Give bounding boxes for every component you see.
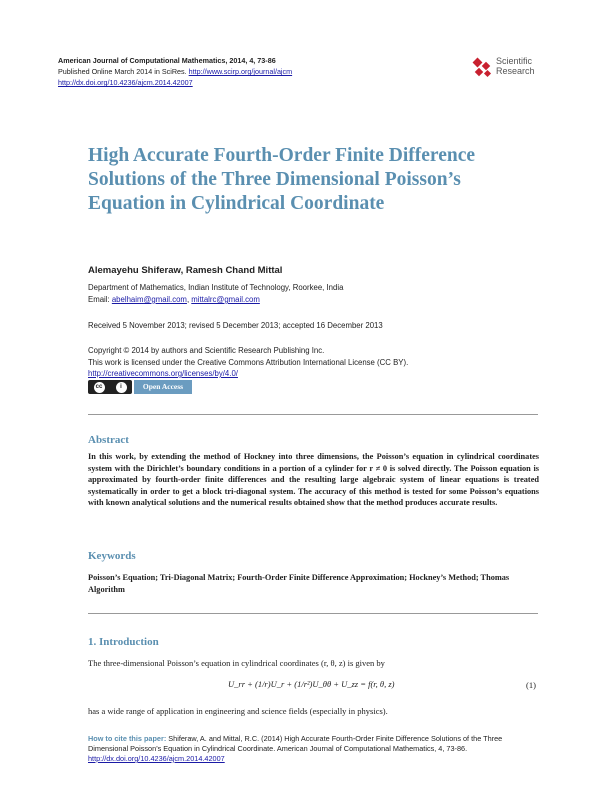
how-to-cite-label: How to cite this paper: bbox=[88, 734, 169, 743]
logo-line-2: Research bbox=[496, 66, 535, 76]
published-prefix: Published Online March 2014 in SciRes. bbox=[58, 67, 189, 76]
intro-line-1: The three-dimensional Poisson’s equation in cylindrical coordinates (r, θ, z) is given by bbox=[88, 658, 385, 668]
logo-line-1: Scientific bbox=[496, 56, 533, 66]
license-url-link[interactable]: http://creativecommons.org/licenses/by/4.0/ bbox=[88, 369, 238, 378]
email-link-2[interactable]: mittalrc@gmail.com bbox=[191, 295, 260, 304]
abstract-text: In this work, by extending the method of Hockney into three dimensions, the Poisson’s equation in cylindrical coordinates system with the Dirichlet’s boundary conditions in a portion of a cylinder for r ≠ 0 is solved directly. The Poisson equation is approximated by fourth-order finite differences and the resulting large algebraic system of linear equations is treated systematically in order to get a block tri-diagonal system. The accuracy of this method is tested for some Poisson’s equations with known analytical solutions and the numerical results obtained show that the method produces accurate results. bbox=[88, 452, 539, 508]
keywords-text: Poisson’s Equation; Tri-Diagonal Matrix; Fourth-Order Finite Difference Approximation; Hockney’s Method; Thomas Algorithm bbox=[88, 573, 510, 594]
by-badge-symbol: i bbox=[116, 382, 127, 393]
open-access-badge[interactable]: Open Access bbox=[134, 380, 192, 394]
received-dates: Received 5 November 2013; revised 5 December 2013; accepted 16 December 2013 bbox=[88, 321, 383, 330]
abstract-heading: Abstract bbox=[88, 434, 129, 446]
email-line bbox=[88, 294, 260, 305]
equation-1: U_rr + (1/r)U_r + (1/r²)U_θθ + U_zz = f(r, θ, z) bbox=[228, 679, 395, 689]
scientific-research-logo[interactable] bbox=[472, 54, 572, 84]
email-prefix: Email: bbox=[88, 295, 112, 304]
divider-top bbox=[88, 414, 538, 415]
published-online-line bbox=[58, 67, 292, 77]
introduction-heading: 1. Introduction bbox=[88, 636, 159, 648]
copyright-line: Copyright © 2014 by authors and Scientific Research Publishing Inc. bbox=[88, 346, 325, 355]
keywords-heading: Keywords bbox=[88, 550, 136, 562]
doi-line bbox=[58, 78, 193, 88]
affiliation: Department of Mathematics, Indian Institute of Technology, Roorkee, India bbox=[88, 283, 344, 292]
equation-number: (1) bbox=[526, 680, 536, 690]
license-url-line bbox=[88, 368, 238, 379]
email-separator: , bbox=[186, 295, 192, 304]
license-line: This work is licensed under the Creative Commons Attribution International License (CC BY). bbox=[88, 358, 409, 367]
cc-by-license-icon[interactable] bbox=[88, 380, 132, 394]
divider-bottom bbox=[88, 613, 538, 614]
citation-doi-link[interactable]: http://dx.doi.org/10.4236/ajcm.2014.42007 bbox=[88, 754, 225, 763]
paper-authors: Alemayehu Shiferaw, Ramesh Chand Mittal bbox=[88, 265, 283, 276]
how-to-cite-text: Shiferaw, A. and Mittal, R.C. (2014) High Accurate Fourth-Order Finite Difference Solutions of the Three Dimensional Poisson’s Equation in Cylindrical Coordinate. American Journal of Computational Mathematics, 4, 73-86. bbox=[88, 734, 503, 753]
doi-link[interactable]: http://dx.doi.org/10.4236/ajcm.2014.42007 bbox=[58, 78, 193, 87]
journal-url-link[interactable]: http://www.scirp.org/journal/ajcm bbox=[188, 67, 293, 76]
scientific-research-logo-icon bbox=[472, 57, 494, 79]
cc-badge-symbol: cc bbox=[94, 382, 105, 393]
logo-text bbox=[496, 56, 535, 76]
email-link-1[interactable]: abelhaim@gmail.com bbox=[111, 295, 187, 304]
journal-citation: American Journal of Computational Mathematics, 2014, 4, 73-86 bbox=[58, 56, 276, 65]
intro-line-2: has a wide range of application in engineering and science fields (especially in physics). bbox=[88, 706, 388, 716]
how-to-cite bbox=[88, 734, 543, 764]
paper-title: High Accurate Fourth-Order Finite Difference Solutions of the Three Dimensional Poisson’s Equation in Cylindrical Coordinate bbox=[88, 145, 476, 214]
